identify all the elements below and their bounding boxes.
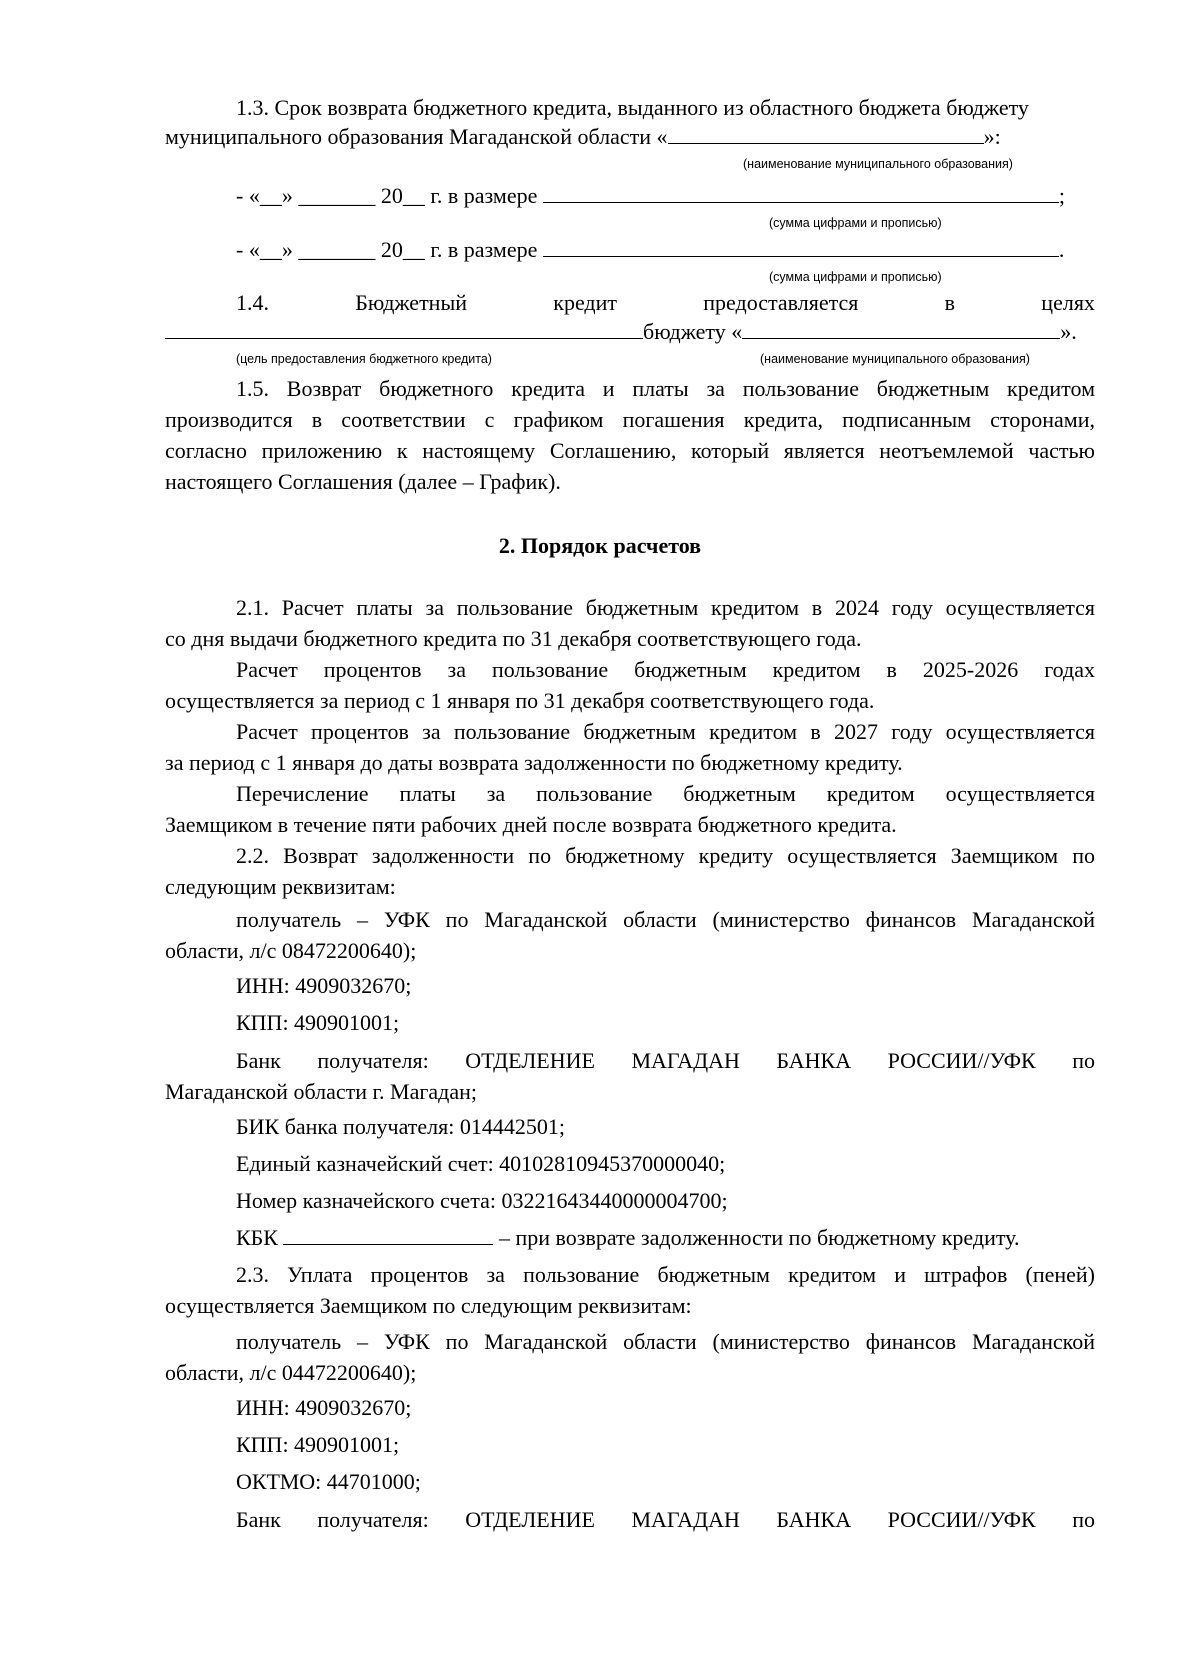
p14-word: целях — [1041, 290, 1095, 315]
bank-word: БАНКА — [776, 1507, 852, 1532]
r2-oktmo: ОКТМО: 44701000; — [236, 1469, 421, 1494]
r1-recipient-line: области, л/с 08472200640); — [165, 938, 417, 963]
caption-mun-name-2: (наименование муниципального образования) — [760, 352, 1030, 366]
p14-word: 1.4. — [236, 290, 269, 315]
bank-word: ОТДЕЛЕНИЕ — [465, 1507, 595, 1532]
p14-line2 — [165, 318, 1095, 346]
p15-line: настоящего Соглашения (далее – График). — [165, 469, 561, 494]
bank-word: получателя: — [317, 1048, 429, 1073]
r1-kbk — [236, 1224, 1095, 1252]
r2-bank-line1 — [236, 1506, 1095, 1534]
p15-line: согласно приложению к настоящему Соглашению, который является неотъемлемой частью — [165, 438, 1095, 463]
p14-budget: бюджету « — [643, 319, 743, 344]
section2-heading: 2. Порядок расчетов — [498, 533, 702, 558]
p14-line1 — [236, 289, 1095, 317]
bank-word: РОССИИ//УФК — [887, 1048, 1036, 1073]
p14-word: предоставляется — [703, 290, 859, 315]
bank-word: МАГАДАН — [631, 1507, 740, 1532]
p21-line: 2.1. Расчет платы за пользование бюджетным кредитом в 2024 году осуществляется — [236, 595, 1095, 620]
p22-line: 2.2. Возврат задолженности по бюджетному кредиту осуществляется Заемщиком по — [236, 843, 1095, 868]
bank-word: ОТДЕЛЕНИЕ — [465, 1048, 595, 1073]
bank-word: РОССИИ//УФК — [887, 1507, 1036, 1532]
p15-line: 1.5. Возврат бюджетного кредита и платы за пользование бюджетным кредитом — [236, 376, 1095, 401]
p21d-line: Перечисление платы за пользование бюджетным кредитом осуществляется — [236, 781, 1095, 806]
p13-line2-start: муниципального образования Магаданской области « — [165, 124, 668, 149]
p23-line: осуществляется Заемщиком по следующим реквизитам: — [165, 1293, 692, 1318]
p13-line2-end: »: — [983, 124, 1001, 149]
p22-line: следующим реквизитам: — [165, 874, 396, 899]
mun-name-blank-2 — [742, 319, 1060, 339]
payment-line-1-end: ; — [1058, 183, 1065, 208]
bank-word: МАГАДАН — [631, 1048, 740, 1073]
caption-sum-1: (сумма цифрами и прописью) — [769, 216, 942, 230]
sum-blank-1 — [543, 183, 1059, 203]
caption-mun-name: (наименование муниципального образования) — [743, 157, 1013, 171]
p23-line: 2.3. Уплата процентов за пользование бюджетным кредитом и штрафов (пеней) — [236, 1262, 1095, 1287]
payment-line-1 — [236, 182, 1095, 210]
kbk-label: КБК — [236, 1225, 278, 1250]
p21b-line: Расчет процентов за пользование бюджетным кредитом в 2025-2026 годах — [236, 657, 1095, 682]
p21-line: со дня выдачи бюджетного кредита по 31 декабря соответствующего года. — [165, 626, 862, 651]
kbk-tail: – при возврате задолженности по бюджетному кредиту. — [498, 1225, 1020, 1250]
sum-blank-2 — [543, 237, 1059, 257]
r1-inn: ИНН: 4909032670; — [236, 973, 412, 998]
payment-line-2-end: . — [1058, 237, 1065, 262]
r1-bik: БИК банка получателя: 014442501; — [236, 1114, 565, 1139]
p15-line: производится в соответствии с графиком погашения кредита, подписанным сторонами, — [165, 407, 1095, 432]
payment-line-2-prefix: - «__» _______ 20__ г. в размере — [236, 237, 538, 262]
bank-word: по — [1072, 1048, 1095, 1073]
r2-kpp: КПП: 490901001; — [236, 1432, 400, 1457]
r1-kpp: КПП: 490901001; — [236, 1010, 400, 1035]
r1-bank-line2: Магаданской области г. Магадан; — [165, 1079, 477, 1104]
p14-word: кредит — [553, 290, 618, 315]
bank-word: Банк — [236, 1048, 281, 1073]
p13-line2 — [165, 123, 1095, 151]
caption-purpose: (цель предоставления бюджетного кредита) — [236, 352, 492, 366]
bank-word: получателя: — [317, 1507, 429, 1532]
r2-inn: ИНН: 4909032670; — [236, 1395, 412, 1420]
bank-word: БАНКА — [776, 1048, 852, 1073]
p14-end: ». — [1060, 319, 1077, 344]
p21c-line: за период с 1 января до даты возврата задолженности по бюджетному кредиту. — [165, 750, 903, 775]
r1-eks: Единый казначейский счет: 40102810945370000040; — [236, 1151, 726, 1176]
p14-word: Бюджетный — [355, 290, 468, 315]
kbk-blank — [283, 1225, 493, 1245]
p21d-line: Заемщиком в течение пяти рабочих дней после возврата бюджетного кредита. — [165, 812, 897, 837]
r1-ks: Номер казначейского счета: 03221643440000004700; — [236, 1188, 728, 1213]
payment-line-1-prefix: - «__» _______ 20__ г. в размере — [236, 183, 538, 208]
p13-line1: 1.3. Срок возврата бюджетного кредита, выданного из областного бюджета бюджету — [236, 95, 1029, 120]
p21c-line: Расчет процентов за пользование бюджетным кредитом в 2027 году осуществляется — [236, 719, 1095, 744]
r1-bank-line1 — [236, 1047, 1095, 1075]
purpose-blank — [165, 319, 643, 339]
r1-recipient-line: получатель – УФК по Магаданской области (министерство финансов Магаданской — [236, 907, 1095, 932]
r2-recipient-line: получатель – УФК по Магаданской области (министерство финансов Магаданской — [236, 1329, 1095, 1354]
mun-name-blank-1 — [668, 124, 984, 144]
p14-word: в — [944, 290, 956, 315]
p21b-line: осуществляется за период с 1 января по 31 декабря соответствующего года. — [165, 688, 875, 713]
caption-sum-2: (сумма цифрами и прописью) — [769, 270, 942, 284]
payment-line-2 — [236, 236, 1095, 264]
r2-recipient-line: области, л/с 04472200640); — [165, 1360, 417, 1385]
bank-word: по — [1072, 1507, 1095, 1532]
bank-word: Банк — [236, 1507, 281, 1532]
